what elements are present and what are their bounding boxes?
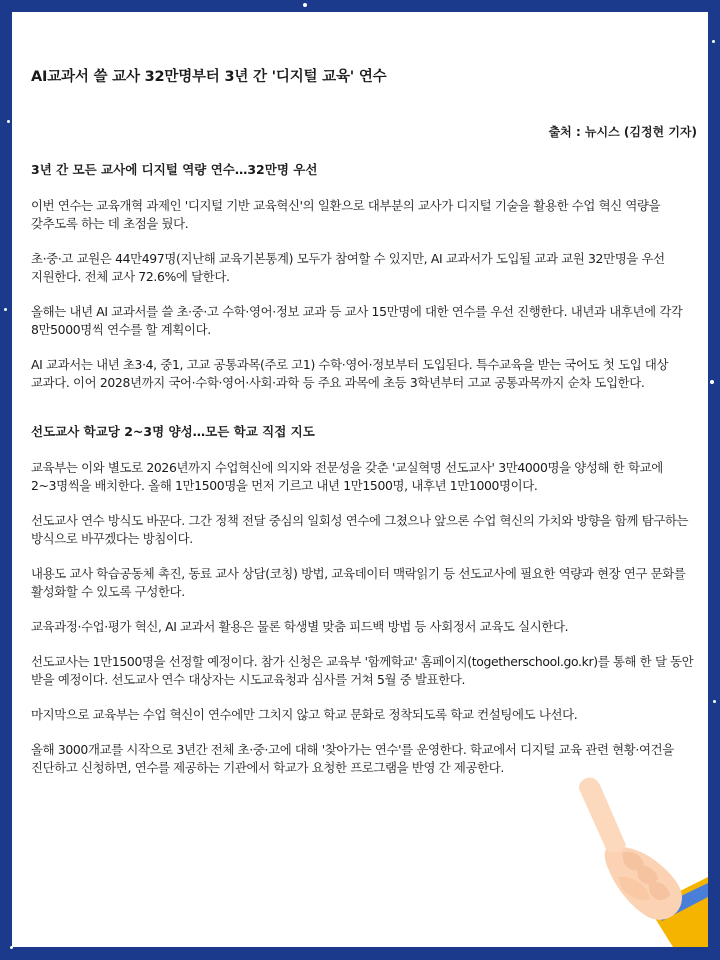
paragraph: 내용도 교사 학습공동체 촉진, 동료 교사 상담(코칭) 방법, 교육데이터 맥락읽기 등 선도교사에 필요한 역량과 현장 연구 문화를 활성화할 수 있도록 구성한다. (31, 566, 686, 599)
paragraph: AI 교과서는 내년 초3·4, 중1, 고교 공통과목(주로 고1) 수학·영어·정보부터 도입된다. 특수교육을 받는 국어도 첫 도입 대상 교과다. 이어 2028년까지 국어·수학·영어·사회·과학 등 주요 과목에 초등 3학년부터 고교 공통과목까지 순차 도입한다. (31, 357, 669, 390)
section-heading-digital-training: 3년 간 모든 교사에 디지털 역량 연수…32만명 우선 (31, 162, 318, 177)
pointing-hand-icon (578, 757, 708, 947)
paragraph: 마지막으로 교육부는 수업 혁신이 연수에만 그치지 않고 학교 문화로 정착되도록 학교 컨설팅에도 나선다. (31, 707, 578, 722)
document-page (12, 12, 708, 947)
article-body (31, 67, 697, 777)
article-title: AI교과서 쓸 교사 32만명부터 3년 간 '디지털 교육' 연수 (31, 69, 387, 85)
paragraph: 교육과정·수업·평가 혁신, AI 교과서 활용은 물론 학생별 맞춤 피드백 방법 등 사회정서 교육도 실시한다. (31, 619, 569, 634)
paragraph: 초·중·고 교원은 44만497명(지난해 교육기본통계) 모두가 참여할 수 있지만, AI 교과서가 도입될 교과 교원 32만명을 우선 지원한다. 전체 교사 72.6%에 달한다. (31, 251, 665, 284)
frame-sparkle (4, 308, 7, 311)
frame-sparkle (303, 3, 307, 7)
section-heading-lead-teachers: 선도교사 학교당 2~3명 양성…모든 학교 직접 지도 (31, 424, 315, 439)
article-source: 출처 : 뉴시스 (김정현 기자) (548, 125, 697, 139)
paragraph: 선도교사는 1만1500명을 선정할 예정이다. 참가 신청은 교육부 '함께학교' 홈페이지(togetherschool.go.kr)를 통해 한 달 동안 받을 예정이다. 선도교사 연수 대상자는 시도교육청과 심사를 거쳐 5월 중 발표한다. (31, 654, 694, 687)
paragraph: 선도교사 연수 방식도 바꾼다. 그간 정책 전달 중심의 일회성 연수에 그쳤으나 앞으론 수업 혁신의 가치와 방향을 함께 탐구하는 방식으로 바꾸겠다는 방침이다. (31, 513, 689, 546)
frame-sparkle (710, 380, 714, 384)
frame-sparkle (713, 700, 716, 703)
paragraph: 교육부는 이와 별도로 2026년까지 수업혁신에 의지와 전문성을 갖춘 '교실혁명 선도교사' 3만4000명을 양성해 한 학교에 2~3명씩을 배치한다. 올해 1만1500명을 먼저 기르고 내년 1만1500명, 내후년 1만1000명이다. (31, 460, 663, 493)
paragraph: 이번 연수는 교육개혁 과제인 '디지털 기반 교육혁신'의 일환으로 대부분의 교사가 디지털 기술을 활용한 수업 혁신 역량을 갖추도록 하는 데 초점을 뒀다. (31, 198, 661, 231)
frame-sparkle (712, 40, 715, 43)
frame-sparkle (7, 120, 10, 123)
paragraph: 올해는 내년 AI 교과서를 쓸 초·중·고 수학·영어·정보 교과 등 교사 15만명에 대한 연수를 우선 진행한다. 내년과 내후년에 각각 8만5000명씩 연수를 할 계획이다. (31, 304, 683, 337)
paragraph: 올해 3000개교를 시작으로 3년간 전체 초·중·고에 대해 '찾아가는 연수'를 운영한다. 학교에서 디지털 교육 관련 현황·여건을 진단하고 신청하면, 연수를 제공하는 기관에서 학교가 요청한 프로그램을 반영 간 제공한다. (31, 742, 674, 775)
